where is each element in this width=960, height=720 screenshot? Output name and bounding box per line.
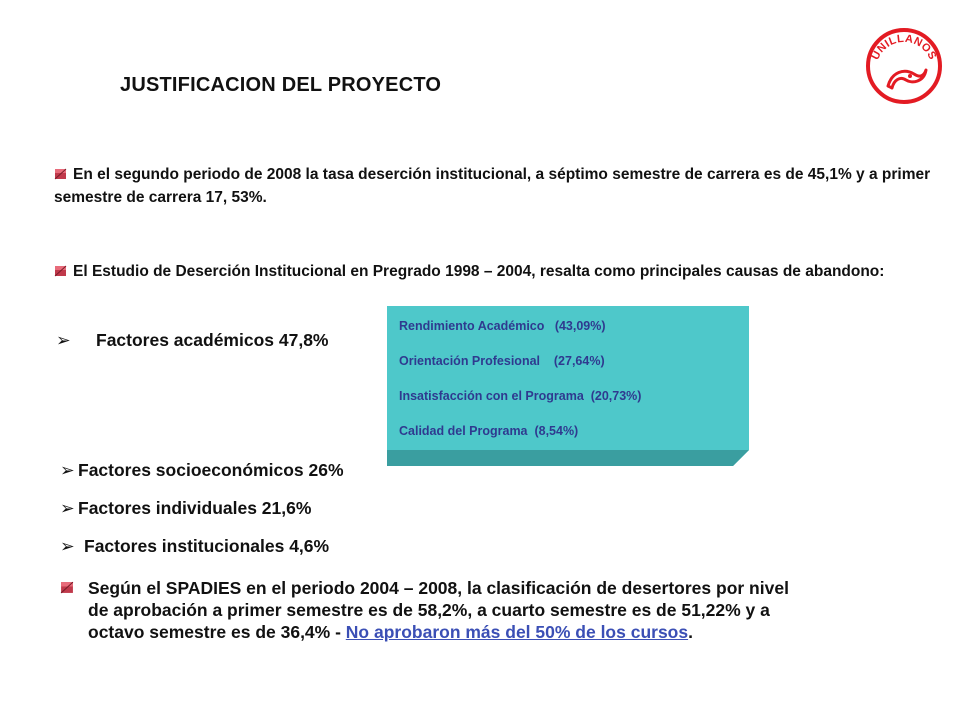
- arrow-bullet-icon: ➢: [60, 536, 75, 556]
- unillanos-logo: [864, 26, 944, 106]
- spadies-line-2: de aprobación a primer semestre es de 58,2%, a cuarto semestre es de 51,22% y a: [88, 600, 770, 620]
- paragraph-desercion-2008: [54, 163, 944, 209]
- factor-socioeconomic: [60, 460, 344, 481]
- page-title: JUSTIFICACION DEL PROYECTO: [120, 74, 442, 96]
- academic-breakdown-box: [387, 306, 749, 466]
- spadies-line-3: octavo semestre es de 36,4% -: [88, 622, 346, 642]
- factor-individual-label: Factores individuales 21,6%: [78, 498, 312, 518]
- paragraph1-text: En el segundo periodo de 2008 la tasa deserción institucional, a séptimo semestre de carrera es de 45,1% y a primer semestre de carrera 17, 53%.: [54, 166, 931, 206]
- box-item-calidad: Calidad del Programa (8,54%): [399, 424, 579, 438]
- spadies-line-3-suffix: .: [688, 622, 693, 642]
- bullet-flag-icon: [60, 580, 74, 594]
- paragraph-spadies: [60, 577, 940, 643]
- arrow-bullet-icon: ➢: [56, 330, 71, 350]
- cursos-link[interactable]: No aprobaron más del 50% de los cursos: [345, 622, 689, 642]
- box-item-orientacion: Orientación Profesional (27,64%): [399, 354, 605, 368]
- paragraph2-text: El Estudio de Deserción Institucional en Pregrado 1998 – 2004, resalta como principales causas de abandono:: [73, 263, 885, 280]
- factor-institutional: [60, 536, 329, 557]
- box-item-insatisfaccion: Insatisfacción con el Programa (20,73%): [399, 389, 642, 403]
- paragraph-estudio-desercion: [54, 260, 944, 283]
- bullet-flag-icon: [54, 264, 67, 277]
- pelican-logo-icon: [864, 26, 944, 106]
- arrow-bullet-icon: ➢: [60, 498, 75, 518]
- arrow-bullet-icon: ➢: [60, 460, 75, 480]
- factor-institutional-label: Factores institucionales 4,6%: [84, 536, 330, 556]
- spadies-line-1: Según el SPADIES en el periodo 2004 – 2008, la clasificación de desertores por nivel: [88, 578, 789, 598]
- bullet-flag-icon: [54, 167, 67, 180]
- factor-socioeconomic-label: Factores socioeconómicos 26%: [78, 460, 344, 480]
- logo-text: UNILLANOS: [869, 32, 939, 62]
- factor-academic-label: Factores académicos 47,8%: [96, 330, 329, 350]
- factor-individual: [60, 498, 311, 519]
- box-item-rendimiento: Rendimiento Académico (43,09%): [399, 319, 606, 333]
- factor-academic: [56, 330, 329, 351]
